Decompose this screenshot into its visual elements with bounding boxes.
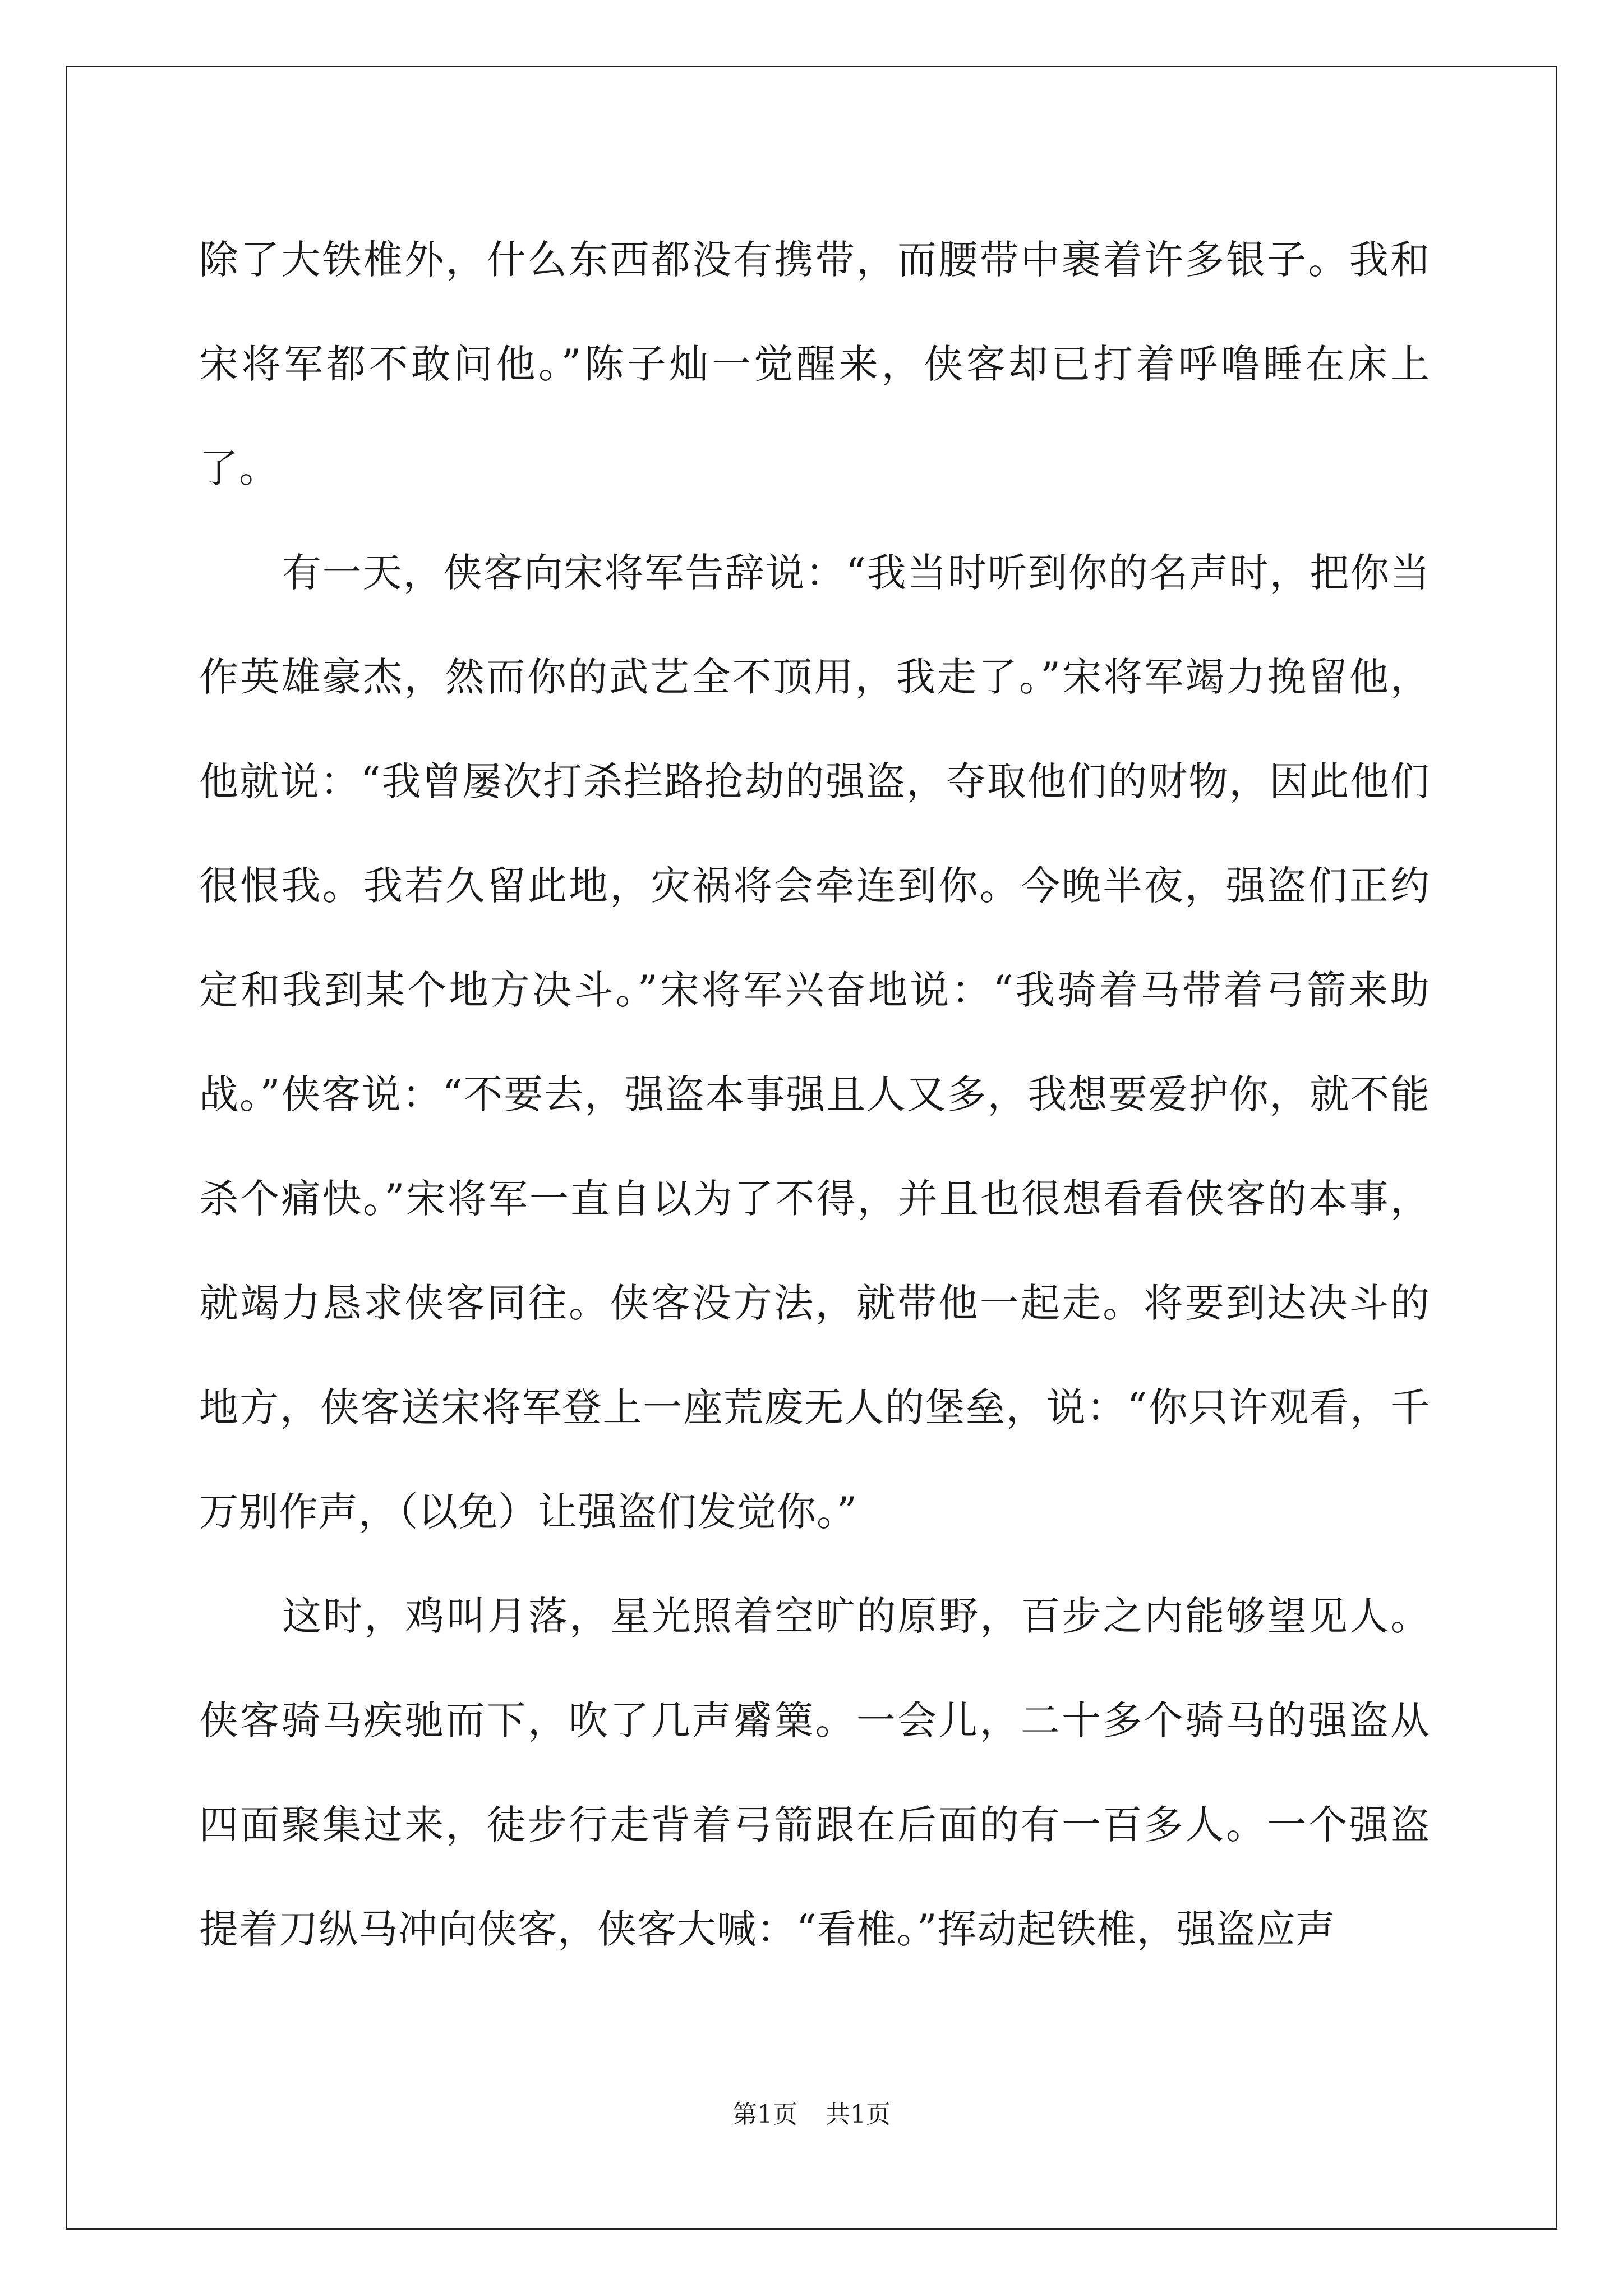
paragraph-3: 这时，鸡叫月落，星光照着空旷的原野，百步之内能够望见人。侠客骑马疾驰而下，吹了几声觱篥。一会儿，二十多个骑马的强盗从四面聚集过来，徒步行走背着弓箭跟在后面的有一百多人。一个强盗提着刀纵马冲向侠客，侠客大喊：“看椎。”挥动起铁椎，强盗应声 [199, 1593, 1430, 1952]
paragraph-1: 除了大铁椎外，什么东西都没有携带，而腰带中裹着许多银子。我和宋将军都不敢问他。”陈子灿一觉醒来，侠客却已打着呼噜睡在床上了。 [199, 237, 1430, 491]
page-number-current: 第1页 [732, 2100, 797, 2129]
page-footer [0, 2098, 1623, 2132]
paragraph-2: 有一天，侠客向宋将军告辞说：“我当时听到你的名声时，把你当作英雄豪杰，然而你的武艺全不顶用，我走了。”宋将军竭力挽留他，他就说：“我曾屡次打杀拦路抢劫的强盗，夺取他们的财物，因此他们很恨我。我若久留此地，灾祸将会牵连到你。今晚半夜，强盗们正约定和我到某个地方决斗。”宋将军兴奋地说：“我骑着马带着弓箭来助战。”侠客说：“不要去，强盗本事强且人又多，我想要爱护你，就不能杀个痛快。”宋将军一直自以为了不得，并且也很想看看侠客的本事，就竭力恳求侠客同往。侠客没方法，就带他一起走。将要到达决斗的地方，侠客送宋将军登上一座荒废无人的堡垒，说：“你只许观看，千万别作声，（以免）让强盗们发觉你。” [199, 550, 1430, 1535]
page-number-total: 共1页 [826, 2100, 891, 2129]
document-body [199, 208, 1430, 1981]
